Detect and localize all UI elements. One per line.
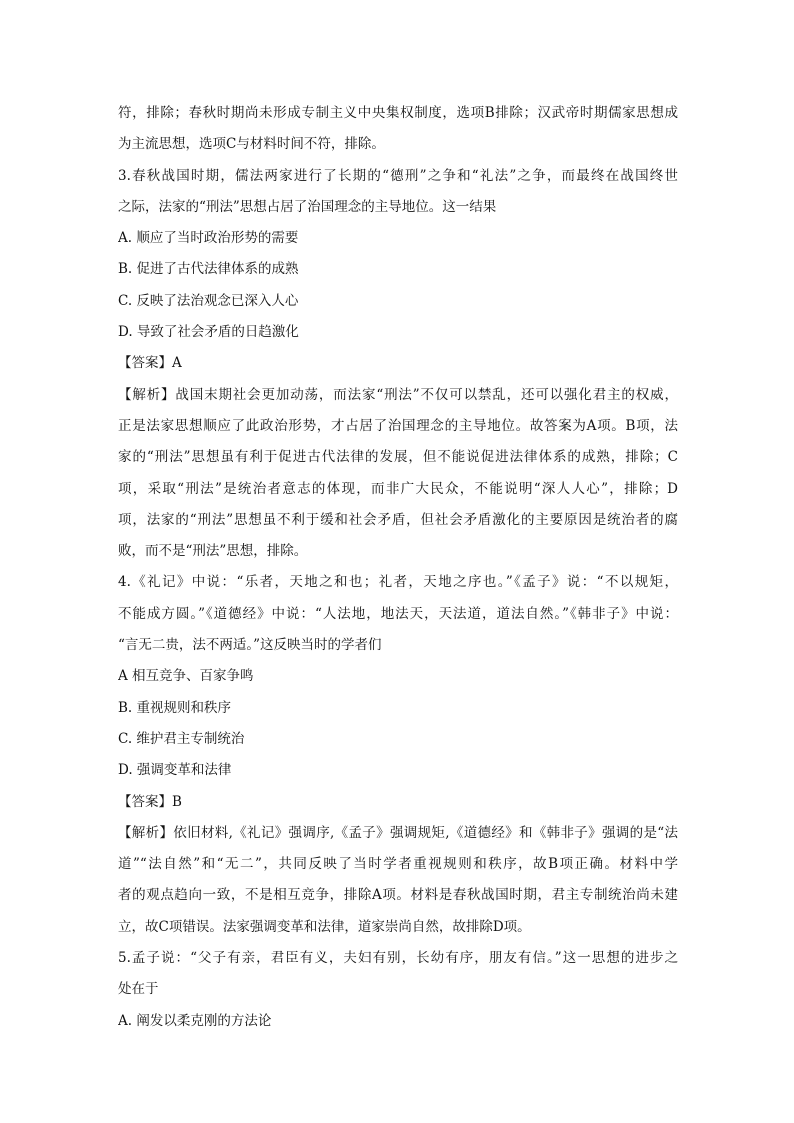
text-line: 【答案】A <box>118 355 182 372</box>
text-line: 【答案】B <box>118 793 182 810</box>
text-line: 【解析】战国末期社会更加动荡，而法家“刑法”不仅可以禁乱，还可以强化君主的权威， <box>118 386 678 403</box>
document-body <box>118 98 678 1037</box>
text-line: 3.春秋战国时期，儒法两家进行了长期的“德刑”之争和“礼法”之争，而最终在战国终世 <box>118 167 678 184</box>
text-line: 【解析】依旧材料,《礼记》强调序,《孟子》强调规矩,《道德经》和《韩非子》强调的是“法 <box>118 824 678 841</box>
text-line: “言无二贵，法不两适。”这反映当时的学者们 <box>118 637 382 654</box>
text-line: B. 重视规则和秩序 <box>118 699 232 716</box>
text-line: 之际，法家的“刑法”思想占居了治国理念的主导地位。这一结果 <box>118 198 497 215</box>
text-line: C. 维护君主专制统治 <box>118 730 245 747</box>
text-line: C. 反映了法治观念已深入人心 <box>118 292 299 309</box>
text-line: 者的观点趋向一致，不是相互竞争，排除A项。材料是春秋战国时期，君主专制统治尚未建 <box>118 887 678 904</box>
text-line: 处在于 <box>118 981 159 998</box>
text-line: 项，法家的“刑法”思想虽不利于缓和社会矛盾，但社会矛盾激化的主要原因是统治者的腐 <box>118 511 678 528</box>
text-line: 立，故C项错误。法家强调变革和法律，道家崇尚自然，故排除D项。 <box>118 918 531 935</box>
text-line: 正是法家思想顺应了此政治形势，才占居了治国理念的主导地位。故答案为A项。B项，法 <box>118 417 678 434</box>
text-line: 项，采取“刑法”是统治者意志的体现，而非广大民众，不能说明“深人人心”，排除；D <box>118 480 678 497</box>
text-line: 家的“刑法”思想虽有利于促进古代法律的发展，但不能说促进法律体系的成熟，排除；C <box>118 449 678 466</box>
text-line: 败，而不是“刑法”思想，排除。 <box>118 543 308 560</box>
text-line: B. 促进了古代法律体系的成熟 <box>118 261 299 278</box>
text-line: 5.孟子说：“父子有亲，君臣有义，夫妇有别，长幼有序，朋友有信。”这一思想的进步之 <box>118 950 678 967</box>
text-line: A 相互竞争、百家争鸣 <box>118 668 254 685</box>
text-line: 不能成方圆。”《道德经》中说：“人法地，地法天，天法道，道法自然。”《韩非子》中说： <box>118 605 678 622</box>
text-line: 道”“法自然”和“无二”，共同反映了当时学者重视规则和秩序，故B项正确。材料中学 <box>118 856 678 873</box>
text-line: D. 强调变革和法律 <box>118 762 232 779</box>
text-line: 为主流思想，选项C与材料时间不符，排除。 <box>118 136 385 153</box>
text-line: A. 阐发以柔克刚的方法论 <box>118 1012 272 1029</box>
text-line: D. 导致了社会矛盾的日趋激化 <box>118 324 299 341</box>
text-line: A. 顺应了当时政治形势的需要 <box>118 230 299 247</box>
text-line: 符，排除；春秋时期尚未形成专制主义中央集权制度，选项B排除；汉武帝时期儒家思想成 <box>118 105 678 121</box>
text-line: 4.《礼记》中说：“乐者，天地之和也；礼者，天地之序也。”《孟子》说：“不以规矩， <box>118 574 678 591</box>
